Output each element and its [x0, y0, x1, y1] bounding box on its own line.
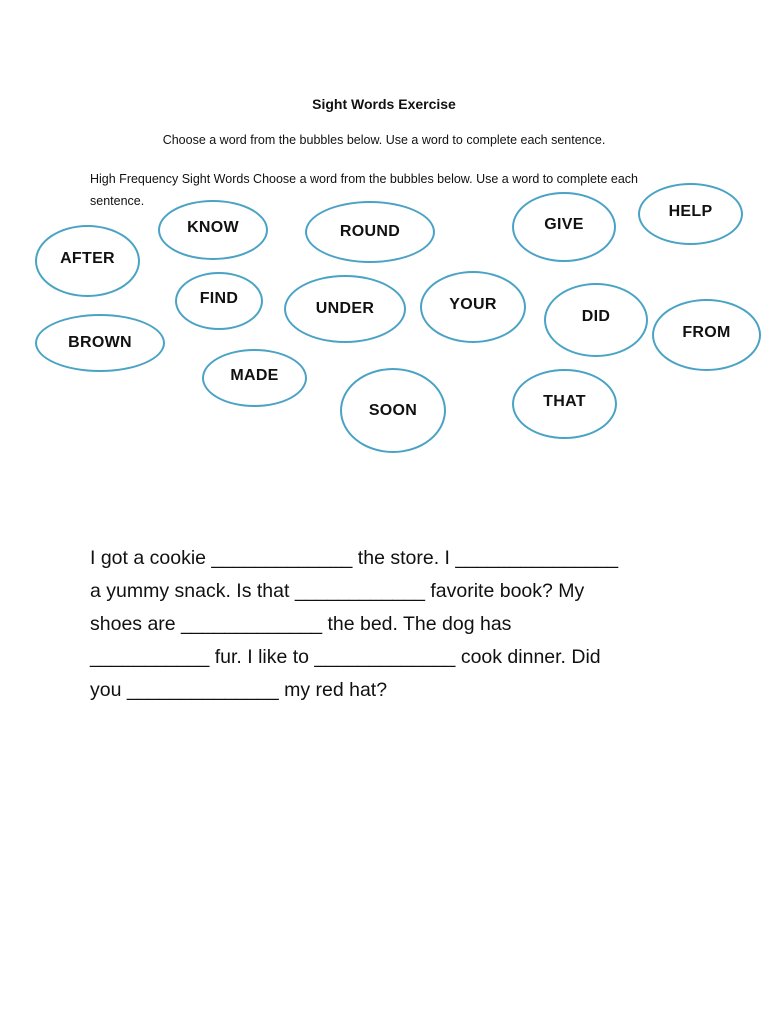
word-bubble-after: [35, 225, 140, 297]
word-bubble-soon: [340, 368, 446, 453]
word-bubble-your: [420, 271, 526, 343]
word-label: GIVE: [544, 216, 584, 233]
word-label: THAT: [543, 393, 586, 410]
page-title: Sight Words Exercise: [312, 96, 456, 112]
word-label: BROWN: [68, 334, 132, 351]
word-bubble-brown: [35, 314, 165, 372]
word-bubble-under: [284, 275, 406, 343]
word-bubble-know: [158, 200, 268, 260]
word-bubble-from: [652, 299, 761, 371]
word-label: MADE: [230, 367, 279, 384]
word-label: FIND: [199, 290, 239, 307]
word-label: AFTER: [60, 250, 115, 267]
word-label: SOON: [368, 401, 418, 419]
word-bubble-find: [175, 272, 263, 330]
word-label: DID: [581, 308, 611, 325]
word-label: YOUR: [449, 296, 497, 313]
word-label: FROM: [682, 324, 731, 341]
word-label: KNOW: [187, 219, 239, 236]
word-label: HELP: [668, 203, 713, 220]
instructions: Choose a word from the bubbles below. Use a word to complete each sentence.: [162, 133, 606, 147]
word-bubble-help: [638, 183, 743, 245]
fill-in-sentences: I got a cookie _____________ the store. I _______________ a yummy snack. Is that ____________ favorite book? My shoes are _____________ the bed. The dog has ___________ fur. I like to _____________ cook dinner. Did you ______________ my red hat?: [90, 547, 619, 701]
word-label: UNDER: [315, 300, 375, 317]
word-bubble-that: [512, 369, 617, 439]
word-bubble-made: [202, 349, 307, 407]
word-bubble-give: [512, 192, 616, 262]
intro-text: High Frequency Sight Words Choose a word from the bubbles below. Use a word to complete each sentence.: [90, 172, 638, 208]
word-bubble-did: [544, 283, 648, 357]
word-bubble-round: [305, 201, 435, 263]
word-label: ROUND: [339, 223, 401, 240]
